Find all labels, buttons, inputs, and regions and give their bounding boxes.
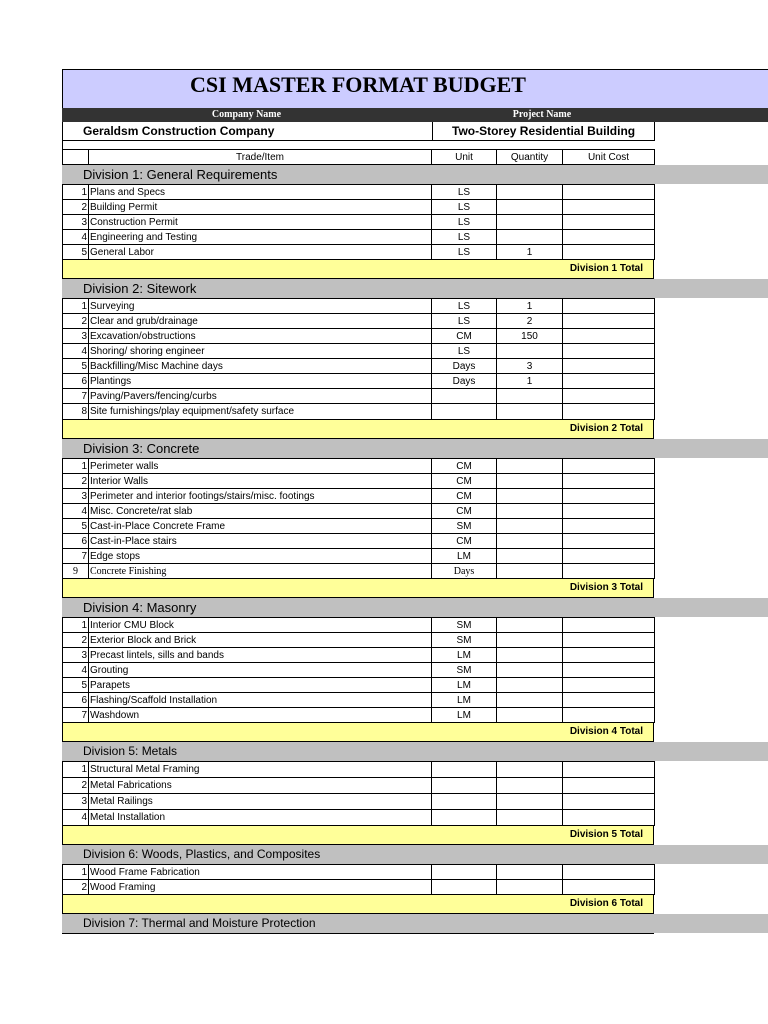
trade-item[interactable]: Wood Framing (89, 880, 432, 895)
unit-cost-cell[interactable] (563, 374, 655, 389)
line-number[interactable]: 1 (63, 185, 89, 200)
table-row (63, 633, 655, 648)
unit-cell[interactable]: LS (432, 200, 497, 215)
division-title: Division 7: Thermal and Moisture Protection (83, 916, 316, 930)
table-row (63, 519, 655, 534)
unit-cost-cell[interactable] (563, 708, 655, 723)
unit-cost-cell[interactable] (563, 299, 655, 314)
quantity-cell[interactable] (497, 762, 563, 778)
trade-item[interactable]: Structural Metal Framing (89, 762, 432, 778)
division-table (62, 458, 655, 579)
unit-cost-cell[interactable] (563, 314, 655, 329)
division-title: Division 1: General Requirements (83, 167, 278, 182)
quantity-cell[interactable] (497, 504, 563, 519)
line-number[interactable]: 1 (63, 762, 89, 778)
quantity-cell[interactable] (497, 564, 563, 579)
table-row (63, 678, 655, 693)
division-table (62, 184, 655, 260)
line-number[interactable]: 7 (63, 549, 89, 564)
quantity-cell[interactable] (497, 230, 563, 245)
trade-item[interactable]: Washdown (89, 708, 432, 723)
budget-sheet (62, 69, 768, 934)
unit-cell[interactable]: CM (432, 504, 497, 519)
trade-item[interactable]: Construction Permit (89, 215, 432, 230)
table-row (63, 564, 655, 579)
page-title: CSI MASTER FORMAT BUDGET (190, 72, 526, 97)
unit-cell[interactable]: LS (432, 344, 497, 359)
unit-cell[interactable]: CM (432, 489, 497, 504)
division-total-label: Division 1 Total (569, 263, 643, 274)
column-header-unit-cost: Unit Cost (563, 150, 655, 165)
division-title: Division 5: Metals (83, 744, 178, 758)
line-number[interactable]: 2 (63, 474, 89, 489)
unit-cost-cell[interactable] (563, 762, 655, 778)
project-name-label: Project Name (512, 109, 572, 120)
quantity-cell[interactable] (497, 865, 563, 880)
line-number[interactable]: 3 (63, 215, 89, 230)
division-header (62, 279, 768, 298)
line-number[interactable]: 4 (63, 663, 89, 678)
unit-cost-cell[interactable] (563, 693, 655, 708)
trade-item[interactable]: General Labor (89, 245, 432, 260)
line-number[interactable]: 9 (63, 564, 89, 579)
column-header-item: Trade/Item (89, 150, 432, 165)
table-row (63, 708, 655, 723)
table-row (63, 693, 655, 708)
quantity-cell[interactable] (497, 778, 563, 794)
unit-cost-cell[interactable] (563, 564, 655, 579)
trade-item[interactable]: Surveying (89, 299, 432, 314)
table-row (63, 618, 655, 633)
table-row (63, 374, 655, 389)
division-total-label: Division 4 Total (569, 726, 643, 737)
trade-item[interactable]: Grouting (89, 663, 432, 678)
line-number[interactable]: 2 (63, 314, 89, 329)
trade-item[interactable]: Perimeter walls (89, 459, 432, 474)
unit-cell[interactable]: Days (432, 564, 497, 579)
quantity-cell[interactable] (497, 474, 563, 489)
unit-cell[interactable]: LS (432, 314, 497, 329)
unit-cost-cell[interactable] (563, 678, 655, 693)
division-title: Division 6: Woods, Plastics, and Composites (83, 847, 321, 861)
trade-item[interactable]: Paving/Pavers/fencing/curbs (89, 389, 432, 404)
unit-cost-cell[interactable] (563, 230, 655, 245)
quantity-cell[interactable] (497, 648, 563, 663)
division-header (62, 439, 768, 458)
line-number[interactable]: 5 (63, 245, 89, 260)
quantity-cell[interactable] (497, 810, 563, 826)
quantity-cell[interactable] (497, 880, 563, 895)
unit-cost-cell[interactable] (563, 618, 655, 633)
table-row (63, 794, 655, 810)
trade-item[interactable]: Cast-in-Place Concrete Frame (89, 519, 432, 534)
trade-item[interactable]: Engineering and Testing (89, 230, 432, 245)
line-number[interactable]: 6 (63, 534, 89, 549)
line-number[interactable]: 7 (63, 389, 89, 404)
table-row (63, 245, 655, 260)
unit-cell[interactable]: Days (432, 359, 497, 374)
unit-cost-cell[interactable] (563, 459, 655, 474)
line-number[interactable]: 2 (63, 778, 89, 794)
division-header (62, 165, 768, 184)
table-row (63, 534, 655, 549)
unit-cell[interactable] (432, 865, 497, 880)
trade-item[interactable]: Edge stops (89, 549, 432, 564)
unit-cost-cell[interactable] (563, 359, 655, 374)
column-header-unit: Unit (432, 150, 497, 165)
trade-item[interactable]: Precast lintels, sills and bands (89, 648, 432, 663)
trade-item[interactable]: Misc. Concrete/rat slab (89, 504, 432, 519)
trade-item[interactable]: Cast-in-Place stairs (89, 534, 432, 549)
quantity-cell[interactable] (497, 519, 563, 534)
trade-item[interactable]: Interior Walls (89, 474, 432, 489)
unit-cell[interactable] (432, 880, 497, 895)
table-row (63, 185, 655, 200)
trade-item[interactable]: Metal Installation (89, 810, 432, 826)
trade-item[interactable]: Plantings (89, 374, 432, 389)
unit-cost-cell[interactable] (563, 519, 655, 534)
table-end-line (62, 933, 654, 934)
division-title: Division 2: Sitework (83, 281, 197, 296)
project-name-value[interactable]: Two-Storey Residential Building (452, 124, 636, 138)
quantity-cell[interactable] (497, 534, 563, 549)
unit-cell[interactable]: SM (432, 663, 497, 678)
table-row (63, 200, 655, 215)
trade-item[interactable]: Site furnishings/play equipment/safety surface (89, 404, 432, 420)
line-number[interactable]: 4 (63, 344, 89, 359)
line-number[interactable]: 6 (63, 374, 89, 389)
quantity-cell[interactable]: 2 (497, 314, 563, 329)
quantity-cell[interactable]: 3 (497, 359, 563, 374)
quantity-cell[interactable] (497, 618, 563, 633)
trade-item[interactable]: Parapets (89, 678, 432, 693)
line-number[interactable]: 5 (63, 519, 89, 534)
unit-cost-cell[interactable] (563, 329, 655, 344)
unit-cost-cell[interactable] (563, 504, 655, 519)
unit-cell[interactable]: CM (432, 459, 497, 474)
trade-item[interactable]: Metal Fabrications (89, 778, 432, 794)
division-total-row (62, 260, 654, 279)
unit-cell[interactable]: LS (432, 299, 497, 314)
quantity-cell[interactable] (497, 693, 563, 708)
table-row (63, 389, 655, 404)
table-row (63, 329, 655, 344)
division-table (62, 761, 655, 826)
division-header (62, 914, 768, 933)
unit-cell[interactable]: CM (432, 534, 497, 549)
unit-cell[interactable] (432, 810, 497, 826)
unit-cost-cell[interactable] (563, 663, 655, 678)
division-total-row (62, 723, 654, 742)
table-row (63, 663, 655, 678)
line-number[interactable]: 3 (63, 489, 89, 504)
unit-cost-cell[interactable] (563, 810, 655, 826)
division-title: Division 3: Concrete (83, 441, 200, 456)
unit-cost-cell[interactable] (563, 865, 655, 880)
line-number[interactable]: 4 (63, 504, 89, 519)
line-number[interactable]: 4 (63, 230, 89, 245)
unit-cost-cell[interactable] (563, 344, 655, 359)
column-header-row (62, 149, 655, 165)
trade-item[interactable]: Wood Frame Fabrication (89, 865, 432, 880)
line-number[interactable]: 1 (63, 459, 89, 474)
unit-cost-cell[interactable] (563, 549, 655, 564)
quantity-cell[interactable] (497, 404, 563, 420)
division-total-row (62, 420, 654, 439)
unit-cost-cell[interactable] (563, 648, 655, 663)
trade-item[interactable]: Excavation/obstructions (89, 329, 432, 344)
table-row (63, 489, 655, 504)
unit-cell[interactable]: CM (432, 329, 497, 344)
division-total-row (62, 895, 654, 914)
table-row (63, 459, 655, 474)
table-row (63, 299, 655, 314)
quantity-cell[interactable]: 1 (497, 245, 563, 260)
unit-cell[interactable]: LS (432, 245, 497, 260)
unit-cell[interactable]: LM (432, 693, 497, 708)
table-row (63, 215, 655, 230)
trade-item[interactable]: Shoring/ shoring engineer (89, 344, 432, 359)
quantity-cell[interactable]: 1 (497, 299, 563, 314)
table-row (63, 648, 655, 663)
unit-cost-cell[interactable] (563, 633, 655, 648)
trade-item[interactable]: Clear and grub/drainage (89, 314, 432, 329)
unit-cell[interactable]: CM (432, 474, 497, 489)
quantity-cell[interactable] (497, 389, 563, 404)
unit-cell[interactable] (432, 389, 497, 404)
unit-cost-cell[interactable] (563, 185, 655, 200)
trade-item[interactable]: Building Permit (89, 200, 432, 215)
division-table (62, 617, 655, 723)
unit-cell[interactable] (432, 404, 497, 420)
unit-cost-cell[interactable] (563, 880, 655, 895)
division-total-label: Division 3 Total (569, 582, 643, 593)
trade-item[interactable]: Interior CMU Block (89, 618, 432, 633)
unit-cost-cell[interactable] (563, 245, 655, 260)
trade-item[interactable]: Backfilling/Misc Machine days (89, 359, 432, 374)
header-labels-row (62, 108, 768, 122)
unit-cost-cell[interactable] (563, 474, 655, 489)
table-row (63, 474, 655, 489)
unit-cost-cell[interactable] (563, 389, 655, 404)
table-row (63, 344, 655, 359)
unit-cost-cell[interactable] (563, 794, 655, 810)
table-row (63, 404, 655, 420)
division-total-label: Division 2 Total (569, 423, 643, 434)
quantity-cell[interactable] (497, 459, 563, 474)
table-row (63, 314, 655, 329)
company-name-label: Company Name (211, 109, 282, 120)
unit-cost-cell[interactable] (563, 489, 655, 504)
trade-item[interactable]: Flashing/Scaffold Installation (89, 693, 432, 708)
unit-cost-cell[interactable] (563, 215, 655, 230)
unit-cost-cell[interactable] (563, 404, 655, 420)
division-header (62, 845, 768, 864)
line-number[interactable]: 8 (63, 404, 89, 420)
division-total-row (62, 826, 654, 845)
unit-cost-cell[interactable] (563, 200, 655, 215)
table-row (63, 865, 655, 880)
line-number[interactable]: 2 (63, 633, 89, 648)
unit-cell[interactable]: LM (432, 648, 497, 663)
unit-cell[interactable] (432, 794, 497, 810)
table-row (63, 359, 655, 374)
line-number[interactable]: 1 (63, 299, 89, 314)
line-number[interactable]: 3 (63, 648, 89, 663)
quantity-cell[interactable] (497, 185, 563, 200)
line-number[interactable]: 4 (63, 810, 89, 826)
division-total-label: Division 6 Total (569, 898, 643, 909)
unit-cell[interactable] (432, 762, 497, 778)
unit-cell[interactable]: LM (432, 549, 497, 564)
unit-cell[interactable]: SM (432, 519, 497, 534)
unit-cell[interactable]: LM (432, 708, 497, 723)
table-row (63, 880, 655, 895)
names-row (62, 122, 768, 141)
unit-cell[interactable]: SM (432, 618, 497, 633)
company-name-value[interactable]: Geraldsm Construction Company (83, 124, 275, 138)
title-row (62, 69, 768, 108)
unit-cell[interactable]: LS (432, 230, 497, 245)
line-number[interactable]: 5 (63, 678, 89, 693)
quantity-cell[interactable] (497, 489, 563, 504)
quantity-cell[interactable] (497, 549, 563, 564)
quantity-cell[interactable] (497, 663, 563, 678)
division-title: Division 4: Masonry (83, 600, 197, 615)
line-number[interactable]: 1 (63, 865, 89, 880)
quantity-cell[interactable] (497, 200, 563, 215)
line-number[interactable]: 3 (63, 329, 89, 344)
table-row (63, 762, 655, 778)
table-row (63, 810, 655, 826)
line-number[interactable]: 6 (63, 693, 89, 708)
unit-cost-cell[interactable] (563, 534, 655, 549)
quantity-cell[interactable] (497, 344, 563, 359)
column-header-quantity: Quantity (497, 150, 563, 165)
quantity-cell[interactable]: 150 (497, 329, 563, 344)
quantity-cell[interactable]: 1 (497, 374, 563, 389)
line-number[interactable]: 2 (63, 880, 89, 895)
unit-cost-cell[interactable] (563, 778, 655, 794)
division-header (62, 598, 768, 617)
quantity-cell[interactable] (497, 633, 563, 648)
division-table (62, 864, 655, 895)
line-number[interactable]: 3 (63, 794, 89, 810)
table-row (63, 230, 655, 245)
quantity-cell[interactable] (497, 708, 563, 723)
division-total-label: Division 5 Total (569, 829, 643, 840)
unit-cell[interactable]: SM (432, 633, 497, 648)
unit-cell[interactable]: LM (432, 678, 497, 693)
unit-cell[interactable]: LS (432, 215, 497, 230)
division-header (62, 742, 768, 761)
line-number[interactable]: 5 (63, 359, 89, 374)
division-table (62, 298, 655, 420)
trade-item[interactable]: Plans and Specs (89, 185, 432, 200)
unit-cell[interactable] (432, 778, 497, 794)
line-number[interactable]: 2 (63, 200, 89, 215)
table-row (63, 549, 655, 564)
table-row (63, 504, 655, 519)
quantity-cell[interactable] (497, 794, 563, 810)
division-total-row (62, 579, 654, 598)
line-number[interactable]: 7 (63, 708, 89, 723)
trade-item[interactable]: Metal Railings (89, 794, 432, 810)
trade-item[interactable]: Concrete Finishing (89, 564, 432, 579)
line-number[interactable]: 1 (63, 618, 89, 633)
unit-cell[interactable]: LS (432, 185, 497, 200)
unit-cell[interactable]: Days (432, 374, 497, 389)
table-row (63, 778, 655, 794)
trade-item[interactable]: Exterior Block and Brick (89, 633, 432, 648)
quantity-cell[interactable] (497, 215, 563, 230)
divisions-container (62, 165, 768, 934)
quantity-cell[interactable] (497, 678, 563, 693)
trade-item[interactable]: Perimeter and interior footings/stairs/misc. footings (89, 489, 432, 504)
